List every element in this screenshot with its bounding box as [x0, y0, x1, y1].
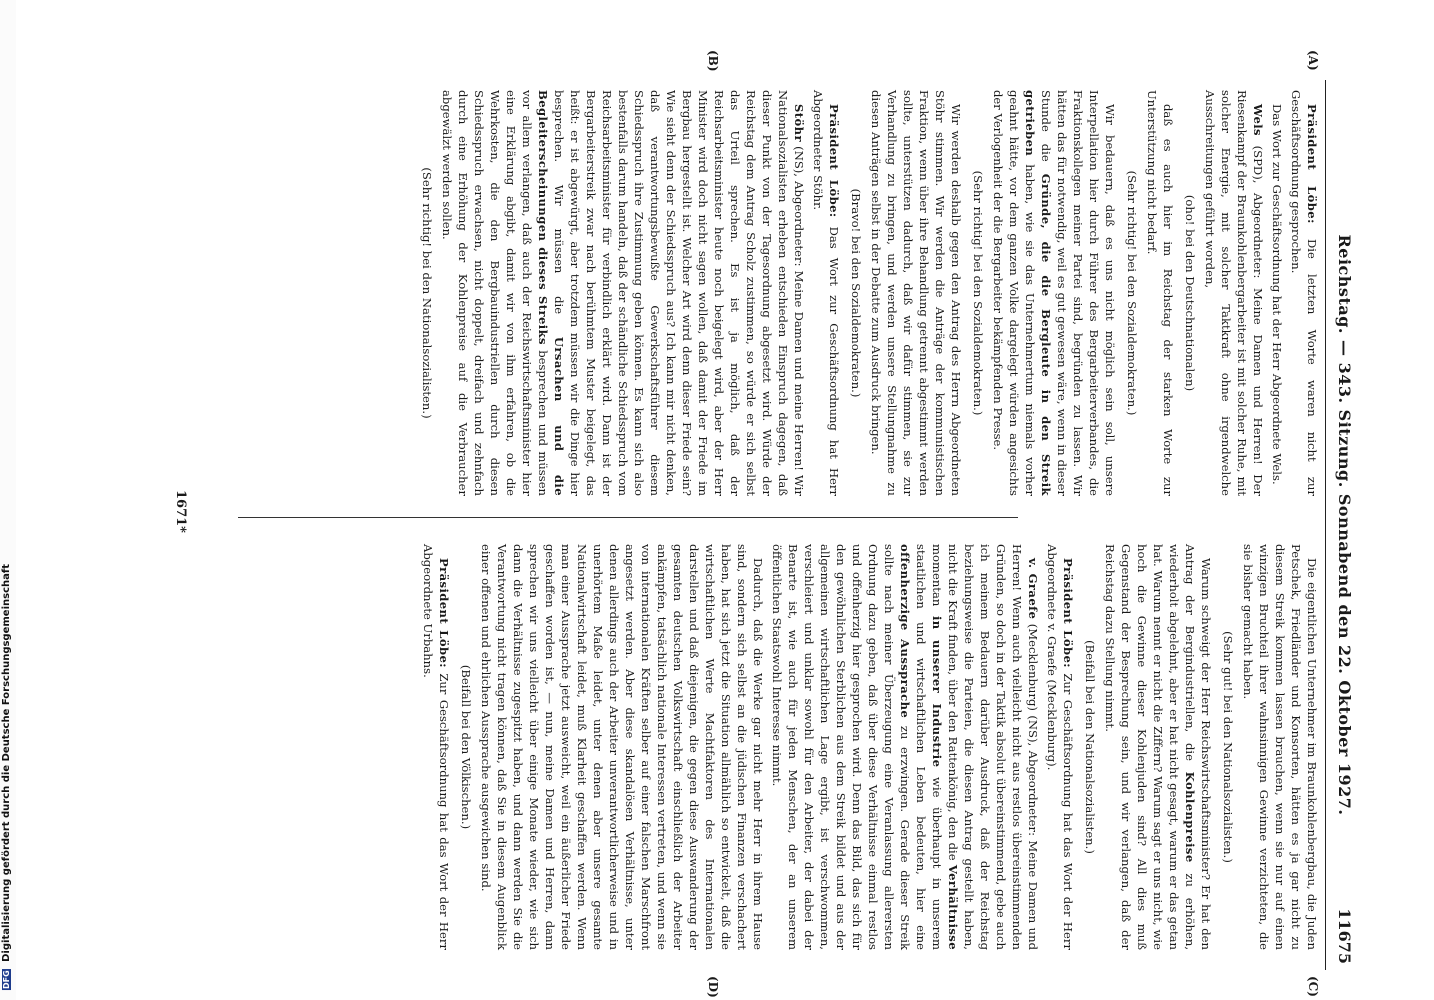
margin-letter-a: (A)	[1306, 50, 1320, 71]
paragraph-text: zu erhöhen, wiederholt abgelehnt, aber er hat nicht gesagt, warum er das getan hat. Warum nennt er nicht die Ziffern? Warum sagt er uns nicht, wie hoch die Gewinne dieser Kohlenjuden sind? All dies muß Gegenstand der Besprechung sein, und wir verlangen, daß der Reichstag dazu Stellung nimmt.	[1103, 544, 1197, 951]
paragraph-text: momentan	[930, 544, 944, 607]
digitization-credit	[1, 564, 12, 990]
emphasized-text: offenherzige Aussprache	[898, 544, 912, 719]
interjection: (oho! bei den Deutschnationalen)	[1183, 194, 1197, 392]
interjection: (Sehr richtig! bei den Nationalsozialisten.)	[420, 167, 434, 419]
paragraph-text: (Mecklenburg) (NS), Abgeordneter: Meine Damen und Herren! Wenn auch vielleicht nicht aus restlos übereinstimmenden Gründen, so doch in der Taktik absolut übereinstimmend, gebe auch ich meinem Bedauern darüber Ausdruck, daß der Reichstag beziehungsweise die Parteien, die diesen Antrag gestellt haben, nicht die Kraft finden, über den Rattenkönig, den die	[946, 544, 1040, 951]
speaker-name: Präsident Löbe:	[1061, 558, 1075, 668]
margin-letter-c: (C)	[1306, 976, 1320, 997]
header-rule	[1325, 80, 1326, 970]
paragraph-text: (NS), Abgeordneter: Meine Damen und meine Herren! Wir Nationalsozialisten erheben entschieden Einspruch dagegen, daß dieser Punkt von der Tagesordnung abgesetzt wird. Würde der Reichstag dem Antrag Scholz zustimmen, so würde er sich selbst das Urteil sprechen. Es ist ja möglich, daß der Reichsarbeitsminister heute noch beigelegt wird, aber der Herr Minister wird doch nicht sagen wollen, daß damit der Friede im Bergbau hergestellt ist. Welcher Art wird denn dieser Friede sein? Wie sieht denn der Schiedsspruch aus? Ich kann mir nicht denken, daß verantwortungsbewußte Gewerkschaftsführer diesem Schiedsspruch ihre Zustimmung geben können. Es kann sich also bestenfalls darum handeln, daß der schändliche Schiedsspruch vom Reichsarbeitsminister für verbindlich erklärt wird. Dann ist der Bergarbeiterstreik zwar nach berühmtem Muster beigelegt, das heißt: er ist abgewürgt, aber trotzdem müssen wir die Dinge hier besprechen. Wir müssen die	[552, 90, 806, 497]
paragraph	[1044, 544, 1076, 950]
speaker-name: Präsident Löbe:	[1305, 104, 1319, 224]
left-column	[413, 90, 1320, 496]
paragraph-text: haben, wie sie das Unternehmertum niemals vorher geahnt hätte, vor dem ganzen Volke dargelegt würden angesichts der Verlogenheit der die Bergarbeiter bekämpfenden Presse.	[991, 90, 1037, 497]
header-title: Reichstag. — 343. Sitzung. Sonnabend den 22. Oktober 1927.	[1335, 234, 1354, 816]
column-divider	[238, 517, 1018, 518]
paragraph-text: Zur Geschäftsordnung hat das Wort der Herr Abgeordnete v. Graefe (Mecklenburg).	[1045, 544, 1075, 950]
paragraph-text: Zur Geschäftsordnung hat das Wort der Herr Abgeordnete Urbahns.	[421, 544, 451, 950]
dfg-logo: DFG	[2, 970, 11, 989]
right-column	[417, 544, 1320, 950]
interjection: (Beifall bei den Nationalsozialisten.)	[1083, 640, 1097, 854]
paragraph-text: besprechen und müssen vor allem verlangen, daß auch der Reichswirtschaftsminister hier eine Erklärung abgibt, damit wir von ihm erfahren, ob die Wehrkosten, die den Bergbauindustriellen durch diesen Schiedsspruch erwachsen, nicht doppelt, dreifach und zehnfach durch eine Erhöhung der Kohlenpreise auf die Verbraucher abgewälzt werden sollen.	[440, 90, 550, 497]
speaker-name: Präsident Löbe:	[827, 104, 841, 218]
printed-page	[109, 50, 1364, 998]
paragraph: Die eigentlichen Unternehmer im Braunkohlenbergbau, die Juden Petschek, Friedländer und Konsorten, hätten es ja gar nicht zu diesem Streik kommen lassen brauchen, wenn sie nur auf einen winzigen Bruchteil ihrer wahnsinnigen Gewinne verzichteten, die sie bisher gemacht haben.	[1241, 544, 1319, 950]
paragraph	[1288, 90, 1320, 496]
paragraph: Das Wort zur Geschäftsordnung hat der Herr Abgeordnete Wels.	[1270, 104, 1284, 485]
digitization-credit-text: Digitalisierung gefördert durch die Deutsche Forschungsgemeinschaft	[1, 563, 12, 962]
paragraph: Wir werden deshalb gegen den Antrag des Herrn Abgeordneten Stöhr stimmen. Wir werden die Anträge der kommunistischen Fraktion, wenn über ihre Behandlung getrennt abgestimmt werden sollte, unterstützen dadurch, daß wir dafür stimmen, sie zur Verhandlung zu bringen, und werden unsere Stellungnahme zu diesen Anträgen selbst in der Debatte zum Ausdruck bringen.	[869, 90, 963, 496]
margin-letter-b: (B)	[706, 50, 720, 72]
page-header	[1330, 80, 1354, 970]
paragraph	[1102, 544, 1214, 950]
speaker-name: Präsident Löbe:	[437, 558, 451, 668]
paragraph	[1202, 90, 1266, 496]
emphasized-text: in unserer Industrie	[930, 616, 944, 768]
interjection: (Beifall bei den Völkischen.)	[459, 664, 473, 830]
emphasized-text: Kohlenpreise	[1183, 771, 1197, 863]
paragraph	[769, 544, 1041, 950]
paragraph: daß es auch hier im Reichstag der starken Worte zur Unterstützung nicht bedarf.	[1145, 90, 1175, 496]
speaker-name: v. Graefe	[1026, 558, 1040, 620]
scan-margin-strip	[0, 0, 16, 1000]
paragraph	[420, 544, 452, 950]
speaker-name: Wels	[1251, 104, 1265, 136]
interjection: (Sehr gut! bei den Nationalsozialisten.)	[1221, 631, 1235, 863]
paragraph	[810, 90, 842, 496]
paragraph	[990, 90, 1118, 496]
paragraph-text: Warum schweigt der Herr Reichswirtschaftsminister? Er hat den Antrag der Bergindustriellen, die	[1183, 544, 1213, 950]
interjection: (Bravo! bei den Sozialdemokraten.)	[849, 188, 863, 398]
paragraph: Dadurch, daß die Werke gar nicht mehr Herr in ihrem Hause sind, sondern sich selbst an die jüdischen Finanzen verschachert haben, hat sich jetzt die Situation allmählich so entwickelt, daß die wirtschaftlichen Werte Machtfaktoren des Internationalen darstellen und daß diejenigen, die gegen diese Auswanderung der gesamten deutschen Volkswirtschaft einschließlich der Arbeiter ankämpfen, tatsächlich nationale Interessen vertreten, und wenn sie von internationalen Kräften selber auf einer falschen Marschfront angesetzt werden. Aber diese skandalösen Verhältnisse, unter denen allerdings auch der Arbeiter unverantwortlicherweise und in unerhörtem Maße leidet, unter denen aber unsere gesamte Nationalwirtschaft leidet, muß Klarheit geschaffen werden. Wenn man einer Aussprache jetzt ausweicht, weil ein äußerlicher Friede geschaffen worden ist, — nun, meine Damen und Herren, dann sprechen wir uns vielleicht über einige Monate wieder, wie sich dann die Verhältnisse zugespitzt haben, und dann werden Sie die Verantwortung nicht tragen können, daß Sie in diesem Augenblick einer offenen und ehrlichen Aussprache ausgewichen sind.	[479, 544, 765, 950]
emphasized-text: Ursachen und die Begleiterscheinungen dieses Streiks	[536, 90, 566, 496]
paragraph-text: Wir bedauern, daß es uns nicht möglich sein soll, unsere Interpellation hier durch Führer des Bergarbeiterverbandes, die Fraktionskollegen meiner Partei sind, begründen zu lassen. Wir hätten das für notwendig, weil es gut gewesen wäre, wenn in dieser Stunde die	[1039, 90, 1117, 496]
margin-letter-d: (D)	[706, 976, 720, 998]
paragraph-text: wie überhaupt in unserem staatlichen und wirtschaftlichen Leben bedeuten, hier eine	[914, 544, 944, 950]
interjection: (Sehr richtig! bei den Sozialdemokraten.)	[1125, 170, 1139, 416]
header-page-number: 11675	[1335, 908, 1354, 964]
paragraph-text: zu erzwingen. Gerade dieser Streik sollte nach meiner Überzeugung eine Veranlassung allerersten Ordnung dazu geben, daß über diese Verhältnisse einmal restlos und offenherzig hier gesprochen wird. Denn das Bild, das sich für den gewöhnlichen Sterblichen aus dem Streik bildet und aus der allgemeinen wirtschaftlichen Lage ergibt, ist verschwommen, verschleiert und unklar sowohl für den Arbeiter, der dabei der Benarte ist, wie auch für jeden Menschen, der an unserem öffentlichen Staatswohl Interesse nimmt.	[770, 544, 912, 950]
paragraph-text: Das Wort zur Geschäftsordnung hat Herr Abgeordneter Stöhr.	[811, 90, 841, 496]
emphasized-text: Verhältnisse	[946, 864, 960, 951]
paragraph	[439, 90, 807, 496]
paragraph-text: (SPD), Abgeordneter: Meine Damen und Herren! Der Riesenkampf der Braunkohlenbergarbeiter ist mit solcher Ruhe, mit solcher Energie, mit solcher Taktkraft ohne irgendwelche Ausschreitungen geführt worden,	[1203, 90, 1265, 497]
emphasized-text: Gründe, die die Bergleute in den Streik getrieben	[1023, 90, 1053, 496]
interjection: (Sehr richtig! bei den Sozialdemokraten.)	[971, 170, 985, 416]
speaker-name: Stöhr	[792, 104, 806, 142]
paragraph-text: Die letzten Worte waren nicht zur Geschäftsordnung gesprochen.	[1289, 90, 1319, 496]
footer-signature: 1671*	[173, 490, 188, 533]
